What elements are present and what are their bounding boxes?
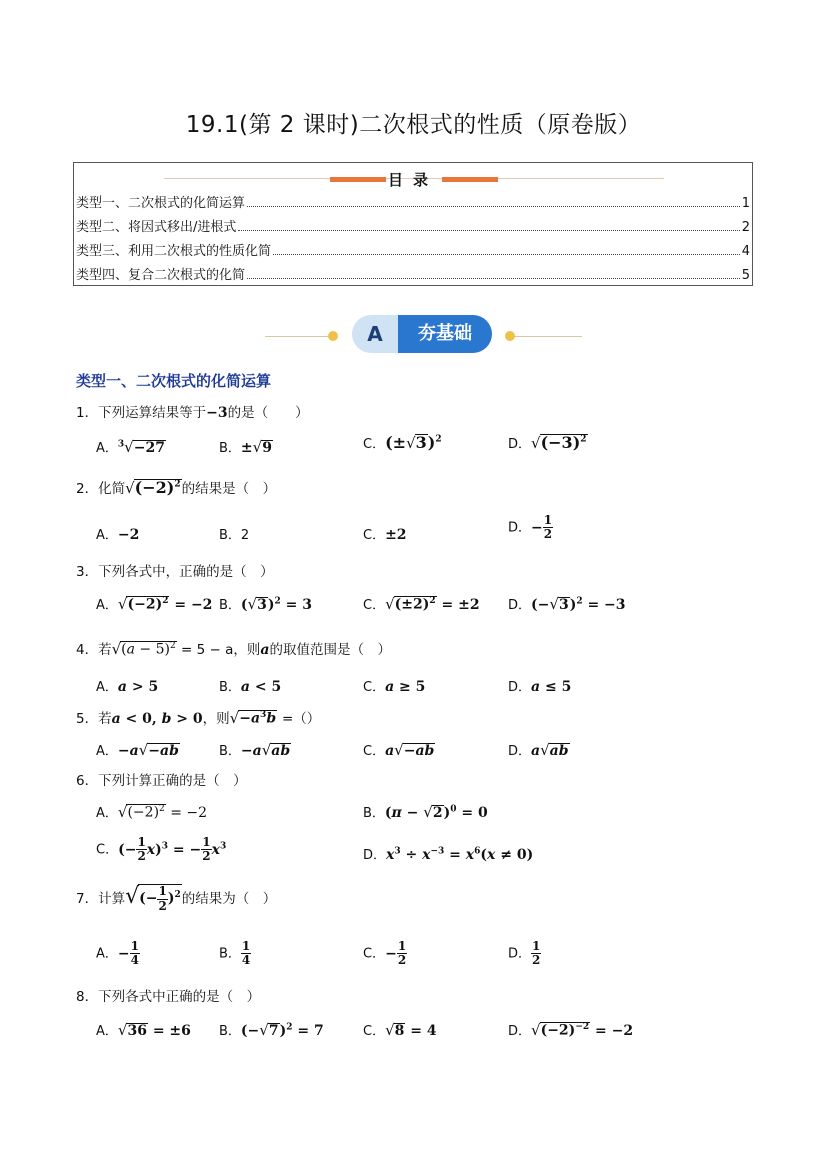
q1-stem: 1．下列运算结果等于 [76,405,207,421]
q4-option-d[interactable]: D．a ≤ 5 [508,679,572,695]
question-6: 6．下列计算正确的是（ ） [76,773,247,789]
q1-option-b[interactable]: B．±√9 [219,438,272,456]
q2-option-c[interactable]: C．±2 [363,527,407,543]
toc-item-4[interactable] [76,261,750,283]
q7-option-c[interactable]: C．− $\frac{1}{2}$ [363,939,407,968]
badge-text: 夯基础 [398,315,492,353]
q8-option-a[interactable]: A．√36 = ±6 [96,1021,191,1039]
q6-option-a[interactable]: A．$√(-2)^2 = -2$ [96,803,208,821]
question-4: 4．若$√(a - 5)^2 = 5 - a$，则a的取值范围是（ ） [76,640,391,658]
q1-stem-end: 的是（ ） [227,405,309,421]
q3-option-d[interactable]: D．$(-√3)^2 = -3$ [508,595,626,613]
q5-option-d[interactable]: D．a√ab [508,741,569,759]
q1-option-c[interactable]: C．$(\pm√3)^2$ [363,433,442,452]
q6-option-c[interactable]: C．(− $\frac{1}{2}$ x)$^3$ = − $\frac{1}{2}$ $x^3$ [96,835,227,864]
question-1 [76,401,309,421]
question-5: 5．若a < 0, b > 0，则$√-a^3b$ =（） [76,709,321,727]
q8-option-b[interactable]: B．$(-√7)^2 = 7$ [219,1021,324,1039]
q2-stem: 2．化简 [76,481,126,497]
toc-item-label: 类型三、利用二次根式的性质化简 [76,244,272,259]
q2-option-b[interactable]: B．2 [219,528,250,543]
q6-option-b[interactable]: B．$(\pi - √2)^0 = 0$ [363,803,488,821]
ornament-dot-left [328,331,338,341]
q2-option-a[interactable]: A．−2 [96,527,140,543]
question-2: 2．化简$√(-2)^2$的结果是（ ） [76,478,277,497]
toc-item-label: 类型四、复合二次根式的化简 [76,268,246,283]
table-of-contents [73,162,753,286]
toc-item-3[interactable] [76,237,750,259]
q1-option-d[interactable]: D．$√(-3)^2$ [508,433,587,452]
q6-option-d[interactable]: D．$x^3 \div x^{-3} = x^6(x \ne 0)$ [363,846,534,863]
toc-item-page: 1 [741,196,750,211]
ornament-line-right [512,336,582,337]
q5-option-c[interactable]: C．a√−ab [363,741,435,759]
question-3: 3．下列各式中，正确的是（ ） [76,564,274,580]
section-heading: 类型一、二次根式的化简运算 [76,372,272,390]
toc-item-1[interactable] [76,189,750,211]
toc-item-page: 4 [741,244,750,259]
toc-header [74,169,752,189]
q1-option-a[interactable]: A．$^3$√−27 [96,438,165,456]
q5-option-b[interactable]: B．−a√ab [219,741,291,759]
q2-option-d[interactable]: D．− $\frac{1}{2}$ [508,513,553,542]
badge-letter: A [352,315,398,353]
ornament-line-left [265,336,335,337]
toc-item-page: 2 [741,220,750,235]
toc-item-2[interactable] [76,213,750,235]
q8-option-d[interactable]: D．$√(-2)^{-2} = -2$ [508,1021,634,1039]
page-title: 19.1(第 2 课时)二次根式的性质（原卷版） [185,112,642,138]
q2-stem-end: 的结果是（ ） [181,481,277,497]
q7-option-a[interactable]: A．− $\frac{1}{4}$ [96,939,139,968]
q4-option-b[interactable]: B．a < 5 [219,679,282,695]
q7-option-d[interactable]: D． $\frac{1}{2}$ [508,939,541,968]
toc-item-page: 5 [741,268,750,283]
toc-item-label: 类型二、将因式移出/进根式 [76,220,237,235]
q5-option-a[interactable]: A．−a√−ab [96,741,179,759]
q4-option-c[interactable]: C．a ≥ 5 [363,679,426,695]
q1-value: −3 [206,405,228,421]
q8-option-c[interactable]: C．√8 = 4 [363,1021,437,1039]
q3-option-a[interactable]: A．$√(-2)^2 = -2$ [96,595,213,613]
ornament-dot-right [505,331,515,341]
q7-option-b[interactable]: B． $\frac{1}{4}$ [219,939,251,968]
q4-option-a[interactable]: A．a > 5 [96,679,159,695]
q3-option-c[interactable]: C．$√(\pm 2)^2 = \pm 2$ [363,595,480,613]
toc-item-label: 类型一、二次根式的化简运算 [76,196,246,211]
q3-option-b[interactable]: B．$(√3)^2 = 3$ [219,595,312,613]
level-badge [352,315,492,353]
question-7: 7．计算√(− $\frac{1}{2}$ )$^2$的结果为（ ） [76,884,277,913]
toc-heading: 目录 [387,171,438,189]
question-8: 8．下列各式中正确的是（ ） [76,989,261,1005]
